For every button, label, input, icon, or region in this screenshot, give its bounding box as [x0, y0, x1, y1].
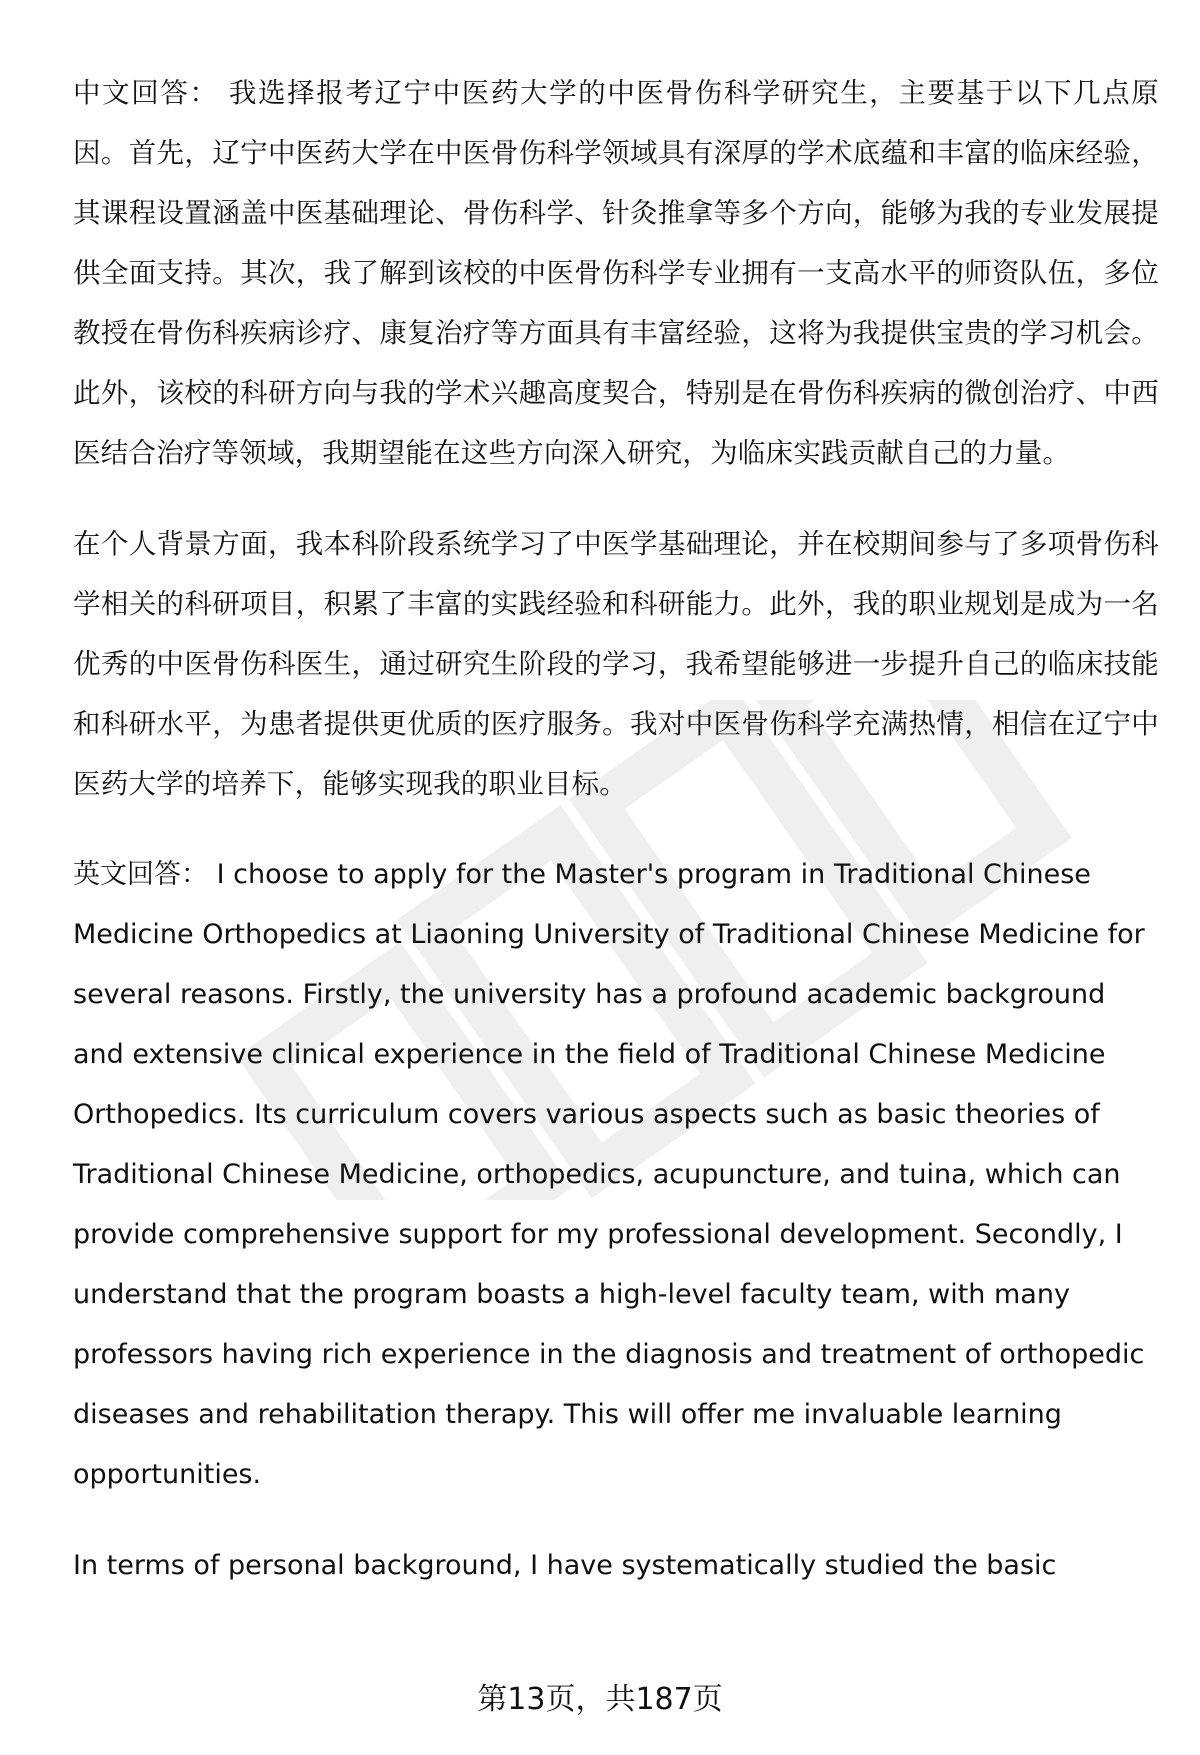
paragraph-chinese-answer: 中文回答： 我选择报考辽宁中医药大学的中医骨伤科学研究生，主要基于以下几点原因。首先，辽宁中医药大学在中医骨伤科学领域具有深厚的学术底蕴和丰富的临床经验，其课程设置涵盖中医基础理论、骨伤科学、针灸推拿等多个方向，能够为我的专业发展提供全面支持。其次，我了解到该校的中医骨伤科学专业拥有一支高水平的师资队伍，多位教授在骨伤科疾病诊疗、康复治疗等方面具有丰富经验，这将为我提供宝贵的学习机会。此外，该校的科研方向与我的学术兴趣高度契合，特别是在骨伤科疾病的微创治疗、中西医结合治疗等领域，我期望能在这些方向深入研究，为临床实践贡献自己的力量。 — [73, 77, 1159, 469]
paragraph-personal-background-en: In terms of personal background, I have systematically studied the basic — [73, 1550, 1057, 1581]
paragraph-personal-background-cn: 在个人背景方面，我本科阶段系统学习了中医学基础理论，并在校期间参与了多项骨伤科学相关的科研项目，积累了丰富的实践经验和科研能力。此外，我的职业规划是成为一名优秀的中医骨伤科医生，通过研究生阶段的学习，我希望能够进一步提升自己的临床技能和科研水平，为患者提供更优质的医疗服务。我对中医骨伤科学充满热情，相信在辽宁中医药大学的培养下，能够实现我的职业目标。 — [73, 528, 1159, 800]
document-body — [73, 63, 1159, 1596]
page-number: 第13页，共187页 — [477, 1682, 723, 1717]
paragraph-english-answer: 英文回答： I choose to apply for the Master's program in Traditional Chinese Medicine Orthopedics at Liaoning University of Traditional Chinese Medicine for several reasons. Firstly, the university has a profound academic background and extensive clinical experience in the field of Traditional Chinese Medicine Orthopedics. Its curriculum covers various aspects such as basic theories of Traditional Chinese Medicine, orthopedics, acupuncture, and tuina, which can provide comprehensive support for my professional development. Secondly, I understand that the program boasts a high-level faculty team, with many professors having rich experience in the diagnosis and treatment of orthopedic diseases and rehabilitation therapy. This will offer me invaluable learning opportunities. — [73, 859, 1145, 1490]
